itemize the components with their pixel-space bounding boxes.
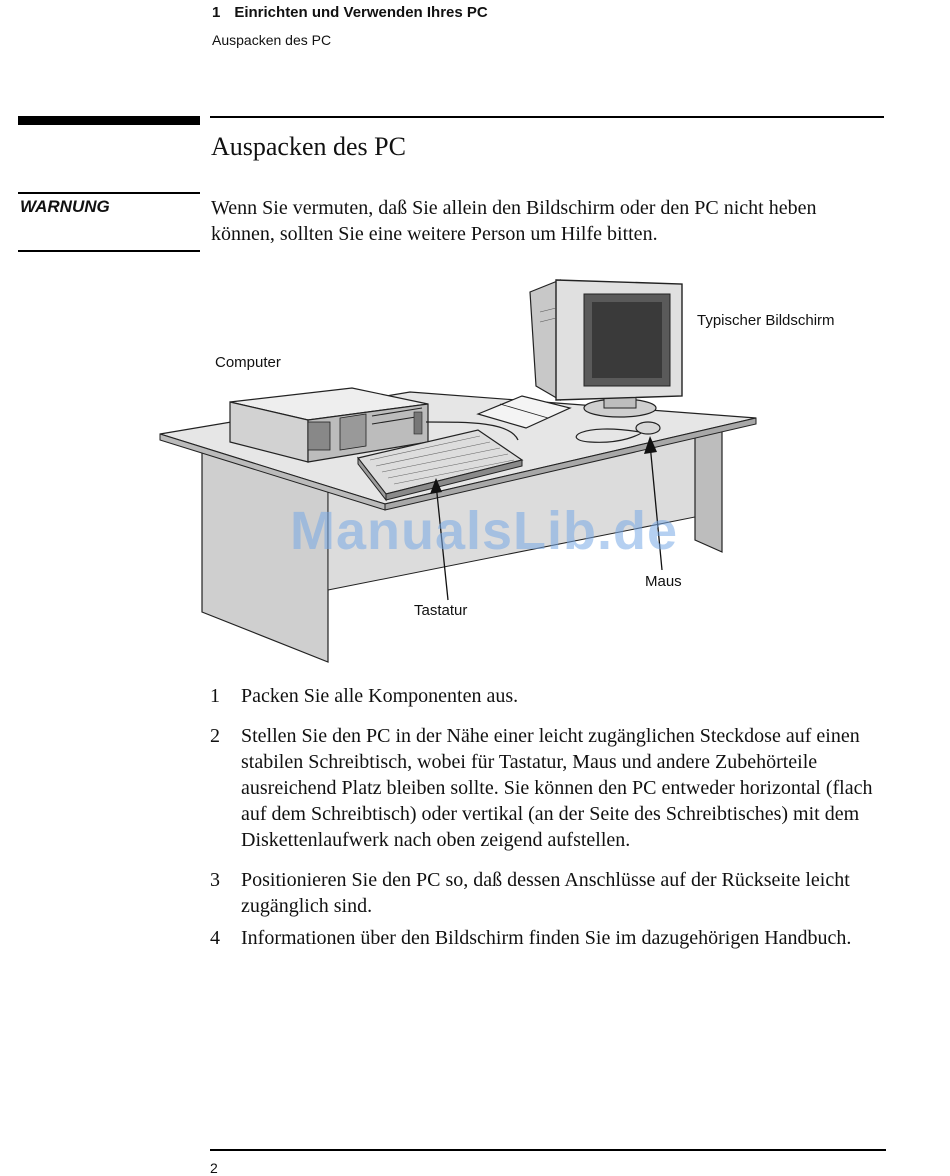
warning-label: WARNUNG	[20, 197, 110, 216]
step-text: Positionieren Sie den PC so, daß dessen Anschlüsse auf der Rückseite leicht zugänglich sind.	[241, 869, 850, 917]
list-item	[210, 867, 890, 919]
chapter-number: 1	[212, 4, 221, 21]
mouse	[636, 422, 660, 434]
monitor	[530, 280, 682, 417]
section-rule-thick	[18, 116, 200, 125]
label-computer: Computer	[215, 354, 281, 371]
step-number: 4	[210, 927, 220, 949]
step-number: 2	[210, 725, 220, 747]
section-rule-thin	[210, 116, 884, 118]
desk-setup-illustration	[150, 272, 850, 672]
label-monitor: Typischer Bildschirm	[697, 312, 835, 329]
step-text: Stellen Sie den PC in der Nähe einer leicht zugänglichen Steckdose auf einen stabilen Schreibtisch, wobei für Tastatur, Maus und andere Zubehörteile ausreichend Platz bleiben sollte. Sie können den PC entweder horizontal (flach auf dem Schreibtisch) oder vertikal (an der Seite des Schreibtisches) mit dem Diskettenlaufwerk nach oben zeigend aufstellen.	[241, 725, 873, 851]
label-mouse: Maus	[645, 573, 682, 590]
list-item	[210, 723, 890, 853]
page-title: Auspacken des PC	[211, 132, 406, 161]
label-keyboard: Tastatur	[414, 602, 468, 619]
watermark: ManualsLib.de	[290, 501, 679, 561]
desk-right-panel	[695, 422, 722, 552]
running-header-section: Auspacken des PC	[212, 32, 332, 48]
running-header-chapter	[212, 4, 488, 21]
warning-rule-top	[18, 192, 200, 194]
list-item	[210, 683, 890, 709]
step-number: 1	[210, 685, 220, 707]
warning-rule-bottom	[18, 250, 200, 252]
step-text: Informationen über den Bildschirm finden Sie im dazugehörigen Handbuch.	[241, 927, 852, 949]
step-number: 3	[210, 869, 220, 891]
list-item	[210, 925, 890, 951]
step-text: Packen Sie alle Komponenten aus.	[241, 685, 519, 707]
page-number: 2	[210, 1160, 218, 1176]
warning-text: Wenn Sie vermuten, daß Sie allein den Bildschirm oder den PC nicht heben können, sollten Sie eine weitere Person um Hilfe bitten.	[211, 197, 817, 245]
chapter-title: Einrichten und Verwenden Ihres PC	[234, 4, 488, 21]
step-list	[210, 683, 890, 965]
footer-rule	[210, 1149, 886, 1151]
